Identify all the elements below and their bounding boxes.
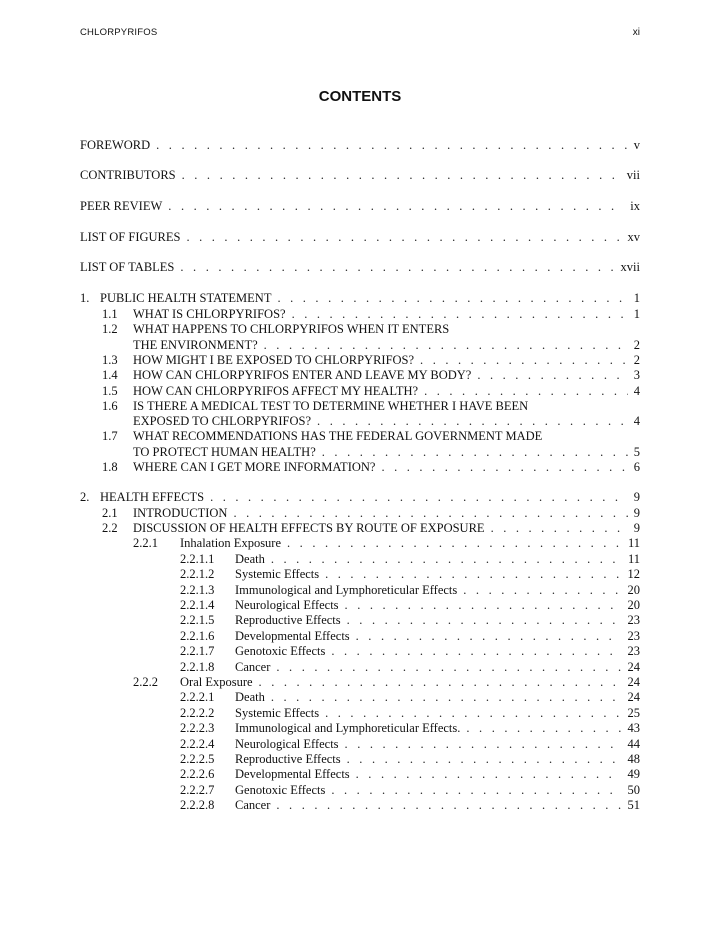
toc-entry-leader-line — [235, 612, 640, 628]
toc-entry-leader-line — [133, 444, 640, 460]
toc-entry-number: 2.2 — [102, 520, 118, 535]
toc-entry-chapter[interactable] — [80, 489, 640, 504]
toc-entry-section[interactable] — [102, 383, 640, 398]
toc-entry-page-number: 51 — [627, 798, 640, 813]
toc-entry-page-number: 1 — [633, 291, 640, 305]
toc-entry-page-number: ix — [630, 199, 640, 213]
dot-leader — [463, 582, 621, 598]
toc-entry-subsection[interactable] — [133, 674, 640, 689]
toc-entry-title: DISCUSSION OF HEALTH EFFECTS BY ROUTE OF EXPOSURE — [133, 520, 485, 535]
toc-entry-title: Cancer — [235, 659, 271, 674]
toc-entry-number: 2.2.1.6 — [180, 628, 215, 643]
toc-entry-number: 2.1 — [102, 505, 118, 520]
toc-entry-title: PEER REVIEW — [80, 199, 163, 213]
toc-entry-number: 2.2.2.5 — [180, 751, 215, 766]
toc-entry-leader-line — [235, 659, 640, 675]
toc-entry-front-matter[interactable] — [80, 259, 640, 274]
toc-entry-page-number: v — [633, 138, 640, 152]
toc-entry-number: 1.4 — [102, 368, 118, 383]
toc-entry-title: Neurological Effects — [235, 597, 339, 612]
toc-entry-title: Reproductive Effects — [235, 751, 341, 766]
dot-leader — [491, 520, 628, 536]
toc-entry-title: Developmental Effects — [235, 628, 350, 643]
toc-entry-page-number: 50 — [627, 782, 640, 797]
toc-entry-section[interactable] — [102, 321, 640, 352]
toc-entry-leader-line — [80, 229, 640, 245]
toc-entry-number: 2.2.2.4 — [180, 736, 215, 751]
running-header-title: CHLORPYRIFOS — [80, 27, 158, 38]
toc-entry-leader-line — [133, 520, 640, 536]
toc-entry-leader-line — [80, 259, 640, 275]
dot-leader — [259, 674, 622, 690]
dot-leader — [381, 459, 627, 475]
toc-entry-page-number: 1 — [633, 307, 640, 321]
toc-entry-number: 2.2.2.7 — [180, 782, 215, 797]
dot-leader — [356, 766, 622, 782]
toc-entry-number: 2.2.2.2 — [180, 705, 215, 720]
toc-entry-leader-line — [235, 582, 640, 598]
toc-entry-title: Cancer — [235, 798, 271, 813]
toc-entry-title: INTRODUCTION — [133, 505, 228, 520]
toc-entry-page-number: 11 — [627, 551, 640, 566]
dot-leader — [347, 612, 622, 628]
toc-entry-number: 2.2.1.5 — [180, 613, 215, 628]
toc-entry-title-line: IS THERE A MEDICAL TEST TO DETERMINE WHETHER I HAVE BEEN — [133, 398, 529, 413]
toc-entry-title: WHERE CAN I GET MORE INFORMATION? — [133, 460, 376, 474]
toc-entry-section[interactable] — [102, 398, 640, 429]
toc-entry-section[interactable] — [102, 520, 640, 535]
toc-entry-title: Systemic Effects — [235, 567, 320, 582]
toc-entry-title: Reproductive Effects — [235, 613, 341, 628]
toc-entry-leader-line — [133, 383, 640, 399]
toc-entry-number: 1.3 — [102, 352, 118, 367]
toc-entry-subsubsection[interactable] — [180, 628, 640, 643]
toc-entry-subsubsection[interactable] — [180, 720, 640, 735]
toc-entry-page-number: xv — [627, 230, 640, 244]
toc-entry-leader-line — [235, 689, 640, 705]
dot-leader — [466, 720, 621, 736]
toc-entry-page-number: 12 — [627, 567, 640, 582]
toc-entry-leader-line — [235, 705, 640, 721]
toc-entry-front-matter[interactable] — [80, 229, 640, 244]
dot-leader — [325, 566, 621, 582]
toc-entry-title: Developmental Effects — [235, 767, 350, 782]
toc-entry-leader-line — [235, 643, 640, 659]
dot-leader — [424, 383, 628, 399]
toc-entry-title: PUBLIC HEALTH STATEMENT — [100, 291, 272, 305]
dot-leader — [186, 229, 621, 245]
dot-leader — [322, 444, 628, 460]
toc-entry-number: 2.2.1.2 — [180, 567, 215, 582]
toc-entry-leader-line — [80, 137, 640, 153]
toc-entry-title: Oral Exposure — [180, 674, 253, 689]
toc-entry-title: Systemic Effects — [235, 705, 320, 720]
toc-entry-title: LIST OF TABLES — [80, 260, 175, 274]
toc-entry-leader-line — [180, 674, 640, 690]
toc-entry-subsubsection[interactable] — [180, 751, 640, 766]
toc-entry-section[interactable] — [102, 352, 640, 367]
toc-entry-leader-line — [235, 751, 640, 767]
toc-entry-page-number: 4 — [633, 414, 640, 429]
toc-entry-subsubsection[interactable] — [180, 782, 640, 797]
toc-entry-leader-line — [133, 367, 640, 383]
toc-entry-page-number: 24 — [627, 690, 640, 705]
dot-leader — [168, 198, 624, 214]
toc-entry-leader-line — [133, 352, 640, 368]
toc-entry-number: 2. — [80, 490, 90, 504]
toc-entry-page-number: 9 — [633, 490, 640, 504]
toc-entry-title: WHAT IS CHLORPYRIFOS? — [133, 307, 286, 321]
toc-entry-page-number: 9 — [633, 505, 640, 520]
toc-entry-title: CONTRIBUTORS — [80, 168, 176, 182]
dot-leader — [264, 337, 628, 353]
toc-entry-title: THE ENVIRONMENT? — [133, 337, 258, 352]
toc-entry-title: HOW CAN CHLORPYRIFOS AFFECT MY HEALTH? — [133, 383, 419, 398]
toc-entry-number: 2.2.1.4 — [180, 597, 215, 612]
toc-entry-page-number: 2 — [633, 352, 640, 367]
dot-leader — [180, 259, 614, 275]
toc-entry-page-number: 24 — [627, 659, 640, 674]
toc-entry-section[interactable] — [102, 428, 640, 459]
dot-leader — [292, 306, 628, 322]
toc-entry-leader-line — [133, 505, 640, 521]
toc-entry-page-number: 4 — [633, 383, 640, 398]
toc-entry-number: 2.2.2.6 — [180, 767, 215, 782]
toc-entry-page-number: 9 — [633, 520, 640, 535]
toc-entry-number: 2.2.1.1 — [180, 551, 215, 566]
toc-entry-page-number: 23 — [627, 628, 640, 643]
dot-leader — [331, 643, 621, 659]
dot-leader — [271, 689, 622, 705]
dot-leader — [477, 367, 627, 383]
dot-leader — [317, 413, 628, 429]
toc-entry-number: 2.2.1.7 — [180, 644, 215, 659]
toc-entry-front-matter[interactable] — [80, 167, 640, 182]
dot-leader — [277, 290, 627, 306]
toc-entry-page-number: 20 — [627, 597, 640, 612]
toc-entry-leader-line — [235, 782, 640, 798]
toc-entry-title: Neurological Effects — [235, 736, 339, 751]
toc-entry-title: LIST OF FIGURES — [80, 230, 181, 244]
toc-entry-title: Death — [235, 551, 265, 566]
toc-entry-subsubsection[interactable] — [180, 612, 640, 627]
toc-entry-title: FOREWORD — [80, 138, 151, 152]
toc-entry-leader-line — [180, 535, 640, 551]
toc-entry-page-number: 43 — [627, 721, 640, 736]
toc-entry-subsubsection[interactable] — [180, 736, 640, 751]
toc-entry-title: HEALTH EFFECTS — [100, 490, 205, 504]
toc-entry-section[interactable] — [102, 306, 640, 321]
toc-entry-page-number: 5 — [633, 444, 640, 459]
toc-entry-title: Genotoxic Effects — [235, 782, 326, 797]
toc-entry-leader-line — [100, 290, 640, 306]
toc-entry-number: 2.2.1 — [133, 536, 158, 551]
toc-entry-subsubsection[interactable] — [180, 705, 640, 720]
toc-entry-number: 2.2.2.1 — [180, 690, 215, 705]
toc-entry-page-number: 20 — [627, 582, 640, 597]
toc-entry-page-number: 23 — [627, 644, 640, 659]
toc-entry-leader-line — [133, 337, 640, 353]
dot-leader — [345, 736, 622, 752]
toc-entry-page-number: 44 — [627, 736, 640, 751]
toc-entry-title: Genotoxic Effects — [235, 644, 326, 659]
dot-leader — [233, 505, 627, 521]
toc-entry-title: TO PROTECT HUMAN HEALTH? — [133, 444, 316, 459]
toc-entry-chapter[interactable] — [80, 290, 640, 305]
dot-leader — [271, 551, 622, 567]
toc-entry-subsubsection[interactable] — [180, 659, 640, 674]
toc-entry-leader-line — [235, 566, 640, 582]
toc-entry-page-number: 23 — [627, 613, 640, 628]
toc-entry-leader-line — [133, 459, 640, 475]
toc-entry-number: 1.8 — [102, 460, 118, 474]
toc-entry-leader-line — [133, 413, 640, 429]
toc-entry-front-matter[interactable] — [80, 137, 640, 152]
toc-entry-section[interactable] — [102, 367, 640, 382]
dot-leader — [287, 535, 622, 551]
toc-entry-number: 1. — [80, 291, 90, 305]
toc-entry-title: EXPOSED TO CHLORPYRIFOS? — [133, 414, 312, 429]
page-title: CONTENTS — [318, 88, 402, 105]
toc-entry-leader-line — [80, 167, 640, 183]
toc-entry-title-line: WHAT RECOMMENDATIONS HAS THE FEDERAL GOVERNMENT MADE — [133, 429, 543, 444]
toc-entry-title: Immunological and Lymphoreticular Effects. — [235, 721, 461, 736]
toc-entry-subsubsection[interactable] — [180, 689, 640, 704]
toc-entry-page-number: 2 — [633, 337, 640, 352]
toc-entry-number: 2.2.1.8 — [180, 659, 215, 674]
toc-entry-subsubsection[interactable] — [180, 597, 640, 612]
toc-entry-title: HOW CAN CHLORPYRIFOS ENTER AND LEAVE MY BODY? — [133, 368, 472, 383]
toc-entry-leader-line — [235, 720, 640, 736]
toc-entry-title: Death — [235, 690, 265, 705]
dot-leader — [331, 782, 621, 798]
dot-leader — [325, 705, 621, 721]
dot-leader — [420, 352, 628, 368]
dot-leader — [156, 137, 628, 153]
toc-entry-subsubsection[interactable] — [180, 797, 640, 812]
toc-entry-subsubsection[interactable] — [180, 643, 640, 658]
toc-entry-number: 1.5 — [102, 383, 118, 398]
toc-entry-page-number: 25 — [627, 705, 640, 720]
toc-entry-leader-line — [80, 198, 640, 214]
toc-entry-title-line: WHAT HAPPENS TO CHLORPYRIFOS WHEN IT ENTERS — [133, 322, 450, 337]
dot-leader — [356, 628, 622, 644]
toc-entry-subsubsection[interactable] — [180, 551, 640, 566]
dot-leader — [210, 489, 628, 505]
toc-entry-subsubsection[interactable] — [180, 566, 640, 581]
toc-entry-number: 1.7 — [102, 429, 118, 444]
toc-entry-page-number: 3 — [633, 368, 640, 383]
toc-entry-leader-line — [133, 306, 640, 322]
toc-entry-page-number: xvii — [620, 260, 640, 274]
dot-leader — [276, 659, 621, 675]
toc-entry-number: 2.2.2.3 — [180, 721, 215, 736]
toc-entry-front-matter[interactable] — [80, 198, 640, 213]
dot-leader — [347, 751, 622, 767]
toc-entry-title: HOW MIGHT I BE EXPOSED TO CHLORPYRIFOS? — [133, 352, 415, 367]
dot-leader — [182, 167, 621, 183]
dot-leader — [345, 597, 622, 613]
toc-entry-number: 1.1 — [102, 307, 118, 321]
toc-entry-page-number: vii — [626, 168, 640, 182]
toc-entry-number: 1.2 — [102, 322, 118, 337]
toc-entry-subsection[interactable] — [133, 535, 640, 550]
toc-entry-title: Immunological and Lymphoreticular Effects — [235, 582, 458, 597]
toc-entry-number: 2.2.2 — [133, 674, 158, 689]
toc-entry-page-number: 49 — [627, 767, 640, 782]
running-header-page-number: xi — [632, 27, 640, 38]
toc-entry-number: 2.2.2.8 — [180, 798, 215, 813]
toc-entry-number: 2.2.1.3 — [180, 582, 215, 597]
toc-entry-title: Inhalation Exposure — [180, 536, 282, 551]
toc-entry-page-number: 6 — [633, 460, 640, 474]
toc-entry-leader-line — [235, 797, 640, 813]
toc-entry-subsubsection[interactable] — [180, 582, 640, 597]
toc-entry-number: 1.6 — [102, 398, 118, 413]
toc-entry-section[interactable] — [102, 459, 640, 474]
toc-entry-leader-line — [235, 628, 640, 644]
dot-leader — [276, 797, 621, 813]
toc-entry-leader-line — [100, 489, 640, 505]
toc-entry-page-number: 11 — [627, 536, 640, 551]
toc-entry-leader-line — [235, 766, 640, 782]
toc-entry-page-number: 24 — [627, 674, 640, 689]
toc-entry-page-number: 48 — [627, 751, 640, 766]
toc-entry-leader-line — [235, 551, 640, 567]
toc-entry-subsubsection[interactable] — [180, 766, 640, 781]
toc-entry-leader-line — [235, 736, 640, 752]
toc-entry-section[interactable] — [102, 505, 640, 520]
toc-entry-leader-line — [235, 597, 640, 613]
